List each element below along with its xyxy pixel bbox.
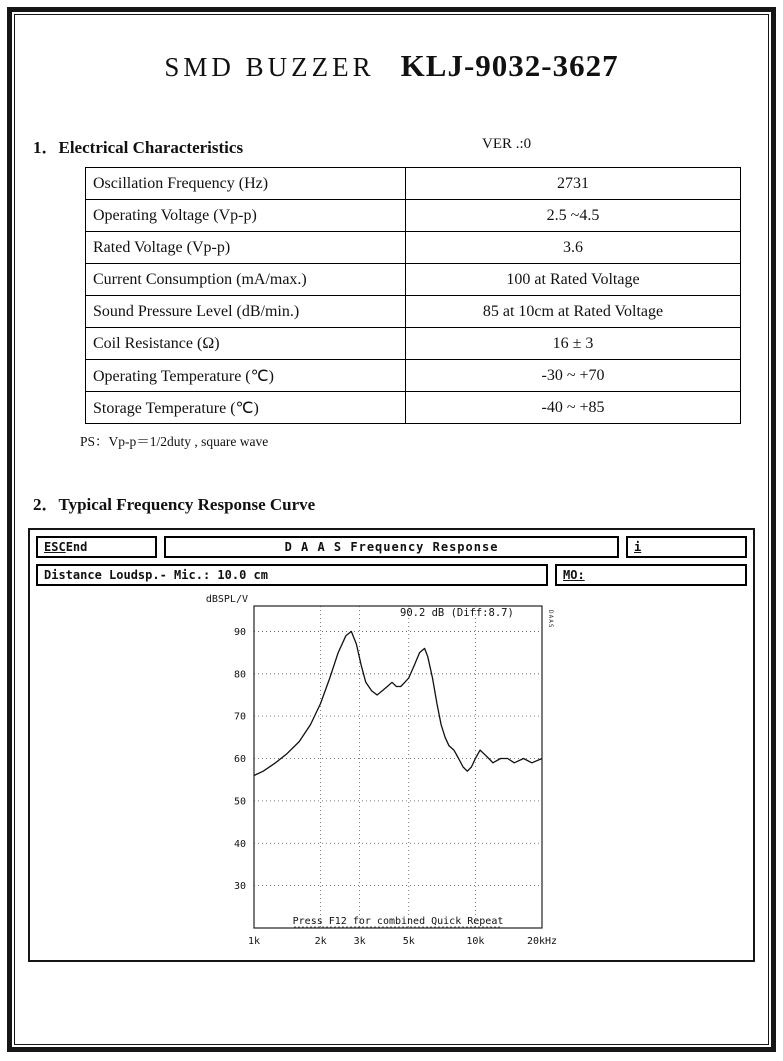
esc-end-box bbox=[36, 536, 157, 558]
mo-box bbox=[555, 564, 747, 586]
svg-text:20kHz: 20kHz bbox=[526, 936, 558, 947]
svg-text:2k: 2k bbox=[314, 936, 327, 947]
table-row bbox=[85, 168, 741, 200]
table-row bbox=[85, 264, 741, 296]
svg-text:50: 50 bbox=[233, 796, 246, 808]
param-cell: Current Consumption (mA/max.) bbox=[86, 264, 406, 295]
daas-second-bar bbox=[36, 564, 747, 586]
param-cell: Operating Voltage (Vp-p) bbox=[86, 200, 406, 231]
svg-text:80: 80 bbox=[233, 669, 246, 681]
distance-box: Distance Loudsp.- Mic.: 10.0 cm bbox=[36, 564, 548, 586]
table-row bbox=[85, 328, 741, 360]
value-cell: -40 ~ +85 bbox=[541, 398, 605, 416]
svg-text:90: 90 bbox=[233, 626, 246, 638]
model-number: KLJ-9032-3627 bbox=[400, 48, 619, 83]
level-annotation: 90.2 dB (Diff:8.7) bbox=[400, 607, 514, 619]
value-cell: 85 at 10cm at Rated Voltage bbox=[482, 302, 664, 320]
vertical-watermark: DAAS bbox=[547, 610, 554, 629]
table-row bbox=[85, 232, 741, 264]
value-cell: 3.6 bbox=[563, 238, 583, 256]
value-cell: 2731 bbox=[557, 174, 589, 192]
param-cell: Oscillation Frequency (Hz) bbox=[86, 168, 406, 199]
frequency-response-chart bbox=[182, 592, 612, 958]
svg-text:30: 30 bbox=[233, 881, 246, 893]
table-row bbox=[85, 392, 741, 424]
value-cell: 2.5 ~4.5 bbox=[546, 206, 600, 224]
svg-text:3k: 3k bbox=[353, 936, 366, 947]
value-cell: 100 at Rated Voltage bbox=[506, 270, 640, 288]
electrical-characteristics-table bbox=[85, 167, 741, 424]
info-box bbox=[626, 536, 747, 558]
param-cell: Storage Temperature (℃) bbox=[86, 392, 406, 423]
daas-top-bar bbox=[36, 536, 747, 558]
section2-heading: 2．Typical Frequency Response Curve bbox=[33, 495, 316, 514]
info-label: i bbox=[634, 540, 642, 554]
frequency-response-plot bbox=[182, 592, 612, 958]
version-label: VER .:0 bbox=[482, 136, 532, 152]
svg-text:5k: 5k bbox=[402, 936, 415, 947]
mo-label: MO: bbox=[563, 568, 585, 582]
svg-text:70: 70 bbox=[233, 711, 246, 723]
end-label: End bbox=[65, 540, 88, 554]
table-row bbox=[85, 360, 741, 392]
table-row bbox=[85, 200, 741, 232]
product-type-label: SMD BUZZER bbox=[164, 52, 375, 82]
section1-heading: 1．Electrical Characteristics bbox=[33, 138, 244, 157]
value-cell: 16 ± 3 bbox=[552, 334, 594, 352]
param-cell: Operating Temperature (℃) bbox=[86, 360, 406, 391]
table-row bbox=[85, 296, 741, 328]
svg-text:40: 40 bbox=[233, 838, 246, 850]
chart-footer-text: Press F12 for combined Quick Repeat bbox=[292, 916, 504, 927]
param-cell: Coil Resistance (Ω) bbox=[86, 328, 406, 359]
param-cell: Sound Pressure Level (dB/min.) bbox=[86, 296, 406, 327]
svg-text:1k: 1k bbox=[247, 936, 261, 947]
esc-key-label: ESC bbox=[44, 540, 66, 554]
daas-screenshot-panel bbox=[28, 528, 755, 962]
param-cell: Rated Voltage (Vp-p) bbox=[86, 232, 406, 263]
ps-note: PS：Vp-p＝1/2duty , square wave bbox=[80, 434, 269, 449]
value-cell: -30 ~ +70 bbox=[541, 366, 605, 384]
svg-text:10k: 10k bbox=[466, 936, 485, 947]
document-title bbox=[0, 48, 783, 84]
y-axis-label: dBSPL/V bbox=[205, 594, 248, 605]
svg-text:60: 60 bbox=[233, 754, 246, 766]
daas-titlebar: D A A S Frequency Response bbox=[164, 536, 619, 558]
